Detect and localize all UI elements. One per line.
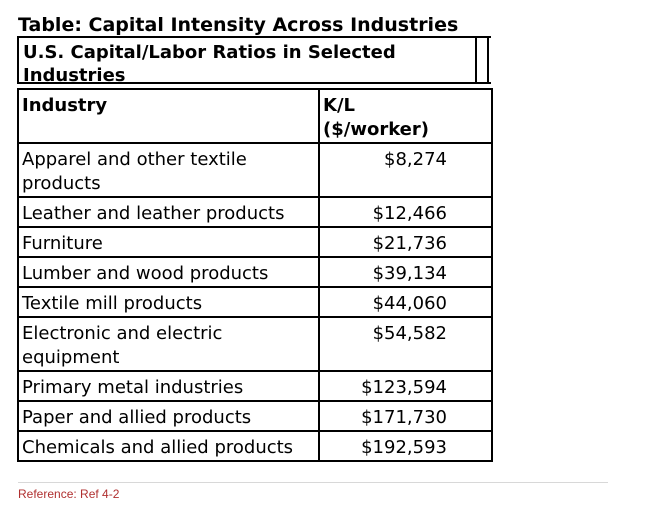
- kl-value-cell: $12,466: [319, 197, 492, 227]
- table-caption: U.S. Capital/Labor Ratios in Selected Industries: [17, 36, 473, 84]
- table-title: Table: Capital Intensity Across Industries: [18, 14, 459, 36]
- column-header-kl-line2: ($/worker): [323, 119, 429, 140]
- table-row: [18, 143, 492, 197]
- kl-value-cell: $123,594: [319, 371, 492, 401]
- footer-divider: [18, 482, 608, 483]
- kl-value-cell: $39,134: [319, 257, 492, 287]
- industry-cell: Paper and allied products: [18, 401, 319, 431]
- capital-labor-table: [17, 88, 493, 462]
- table-row: [18, 287, 492, 317]
- caption-double-border: [473, 36, 491, 84]
- kl-value-cell: $21,736: [319, 227, 492, 257]
- industry-cell: Textile mill products: [18, 287, 319, 317]
- table-row: [18, 257, 492, 287]
- kl-value-cell: $54,582: [319, 317, 492, 371]
- industry-cell: Primary metal industries: [18, 371, 319, 401]
- table-row: [18, 431, 492, 461]
- kl-value-cell: $192,593: [319, 431, 492, 461]
- kl-value-cell: $8,274: [319, 143, 492, 197]
- table-row: [18, 317, 492, 371]
- column-header-industry: Industry: [18, 89, 319, 143]
- reference-note: Reference: Ref 4-2: [18, 487, 120, 501]
- table-row: [18, 401, 492, 431]
- table-row: [18, 197, 492, 227]
- industry-cell: Electronic and electric equipment: [18, 317, 319, 371]
- industry-cell: Leather and leather products: [18, 197, 319, 227]
- industry-cell: Chemicals and allied products: [18, 431, 319, 461]
- column-header-kl-line1: K/L: [323, 95, 355, 116]
- kl-value-cell: $171,730: [319, 401, 492, 431]
- table-row: [18, 371, 492, 401]
- industry-cell: Apparel and other textile products: [18, 143, 319, 197]
- table-header-row: [18, 89, 492, 143]
- table-row: [18, 227, 492, 257]
- column-header-kl: [319, 89, 492, 143]
- industry-cell: Lumber and wood products: [18, 257, 319, 287]
- kl-value-cell: $44,060: [319, 287, 492, 317]
- industry-cell: Furniture: [18, 227, 319, 257]
